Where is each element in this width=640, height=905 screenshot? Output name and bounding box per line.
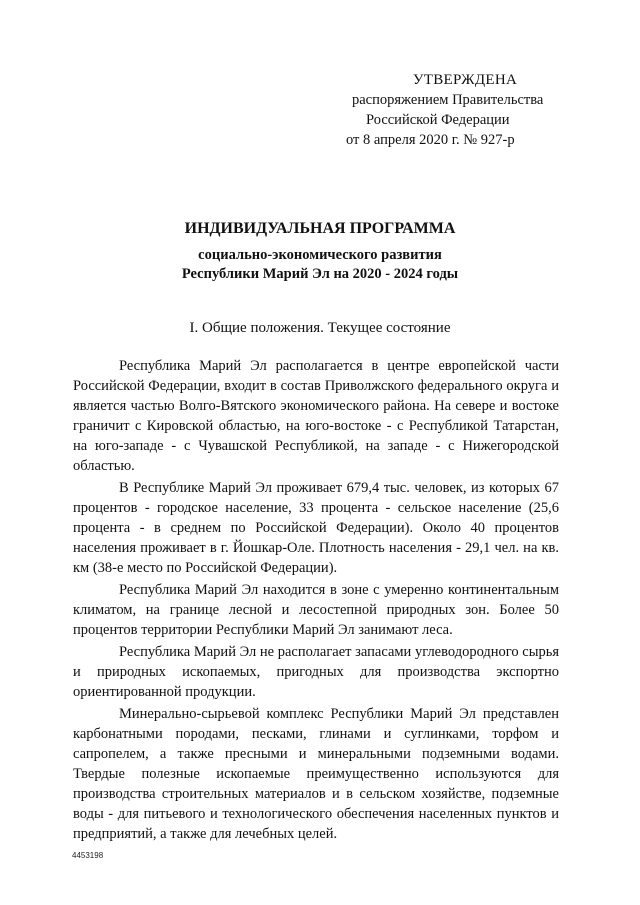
paragraph-population: В Республике Марий Эл проживает 679,4 тыс. человек, из которых 67 процентов - городское население, 33 процента - сельское население (25,6 процента - в среднем по Российской Федерации). Около 40 процентов населения проживает в г. Йошкар-Оле. Плотность населения - 29,1 чел. на кв. км (38-е место по Российской Федерации). [73,480,559,576]
approval-line-3: от 8 апреля 2020 г. № 927-р [346,132,515,148]
document-title: ИНДИВИДУАЛЬНАЯ ПРОГРАММА [184,220,456,237]
approval-line-2: Российской Федерации [366,112,510,128]
paragraph-location: Республика Марий Эл располагается в центре европейской части Российской Федерации, входит в состав Приволжского федерального округа и является частью Волго-Вятского экономического района. На севере и востоке граничит с Кировской областью, на юго-востоке - с Республикой Татарстан, на юго-западе - с Чувашской Республикой, на западе - с Нижегородской областью. [73,358,559,474]
section-heading: I. Общие положения. Текущее состояние [189,320,451,336]
document-subtitle-2: Республики Марий Эл на 2020 - 2024 годы [181,266,459,282]
approval-title: УТВЕРЖДЕНА [412,72,518,88]
paragraph-minerals: Минерально-сырьевой комплекс Республики Марий Эл представлен карбонатными породами, песками, глинами и суглинками, торфом и сапропелем, а также пресными и минеральными подземными водами. Твердые полезные ископаемые преимущественно используются для производства строительных материалов и в сельском хозяйстве, подземные воды - для питьевого и технологического обеспечения населенных пунктов и предприятий, а также для лечебных целей. [73,706,559,842]
document-number: 4453198 [72,851,104,860]
body-text [73,356,559,846]
document-subtitle-1: социально-экономического развития [198,247,442,263]
approval-line-1: распоряжением Правительства [352,92,544,108]
paragraph-climate: Республика Марий Эл находится в зоне с умеренно континентальным климатом, на границе лесной и лесостепной природных зон. Более 50 процентов территории Республики Марий Эл занимают леса. [73,582,559,638]
paragraph-resources: Республика Марий Эл не располагает запасами углеводородного сырья и природных ископаемых, пригодных для производства экспортно ориентированной продукции. [73,644,559,700]
approval-stamp [330,70,570,150]
